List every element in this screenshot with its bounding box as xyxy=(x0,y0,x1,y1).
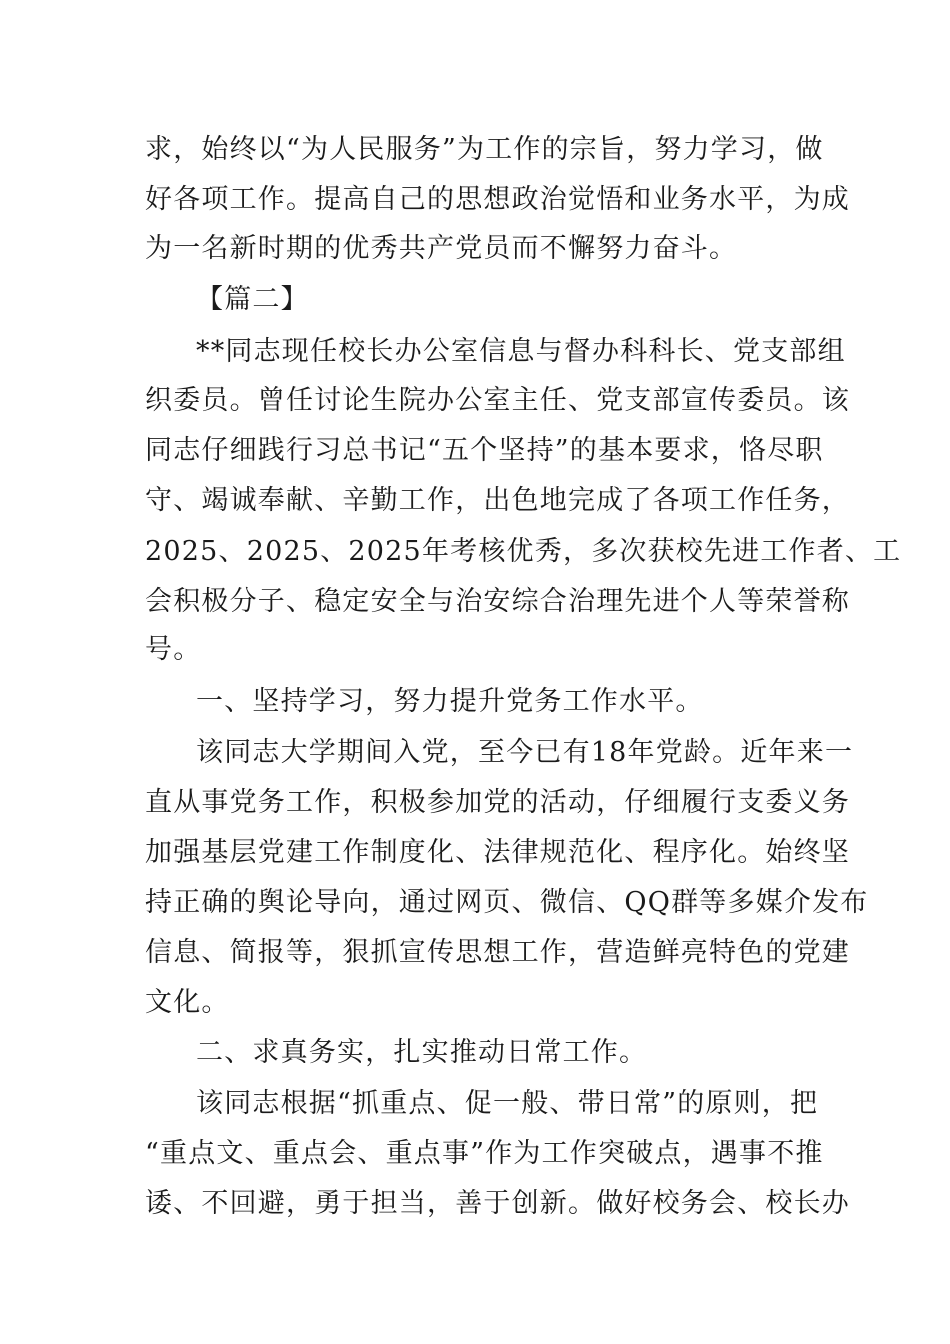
paragraph-line: 同志仔细践行习总书记“五个坚持”的基本要求，恪尽职 xyxy=(145,435,824,466)
paragraph-line: 加强基层党建工作制度化、法律规范化、程序化。始终坚 xyxy=(145,837,850,868)
paragraph-line: 该同志大学期间入党，至今已有18年党龄。近年来一 xyxy=(196,737,854,768)
paragraph-line: 文化。 xyxy=(145,987,230,1018)
paragraph-line: 号。 xyxy=(145,634,202,665)
subheading: 二、求真务实，扎实推动日常工作。 xyxy=(196,1037,648,1068)
section-heading: 【篇二】 xyxy=(196,284,309,315)
paragraph-line: 直从事党务工作，积极参加党的活动，仔细履行支委义务 xyxy=(145,787,850,818)
paragraph-line: 2025、2025、2025年考核优秀，多次获校先进工作者、工 xyxy=(145,536,902,567)
paragraph-line: 为一名新时期的优秀共产党员而不懈努力奋斗。 xyxy=(145,233,738,264)
subheading: 一、坚持学习，努力提升党务工作水平。 xyxy=(196,686,704,717)
paragraph-line: 信息、简报等，狠抓宣传思想工作，营造鲜亮特色的党建 xyxy=(145,937,850,968)
paragraph-line: “重点文、重点会、重点事”作为工作突破点，遇事不推 xyxy=(145,1138,824,1169)
paragraph-line: 持正确的舆论导向，通过网页、微信、QQ群等多媒介发布 xyxy=(145,887,869,918)
paragraph-line: 诿、不回避，勇于担当，善于创新。做好校务会、校长办 xyxy=(145,1188,850,1219)
paragraph-line: 好各项工作。提高自己的思想政治觉悟和业务水平，为成 xyxy=(145,184,850,215)
paragraph-line: **同志现任校长办公室信息与督办科科长、党支部组 xyxy=(196,336,846,367)
paragraph-line: 求，始终以“为人民服务”为工作的宗旨，努力学习，做 xyxy=(145,134,824,165)
paragraph-line: 守、竭诚奉献、辛勤工作，出色地完成了各项工作任务， xyxy=(145,485,850,516)
paragraph-line: 会积极分子、稳定安全与治安综合治理先进个人等荣誉称 xyxy=(145,586,850,617)
paragraph-line: 织委员。曾任讨论生院办公室主任、党支部宣传委员。该 xyxy=(145,385,850,416)
paragraph-line: 该同志根据“抓重点、促一般、带日常”的原则，把 xyxy=(196,1088,819,1119)
